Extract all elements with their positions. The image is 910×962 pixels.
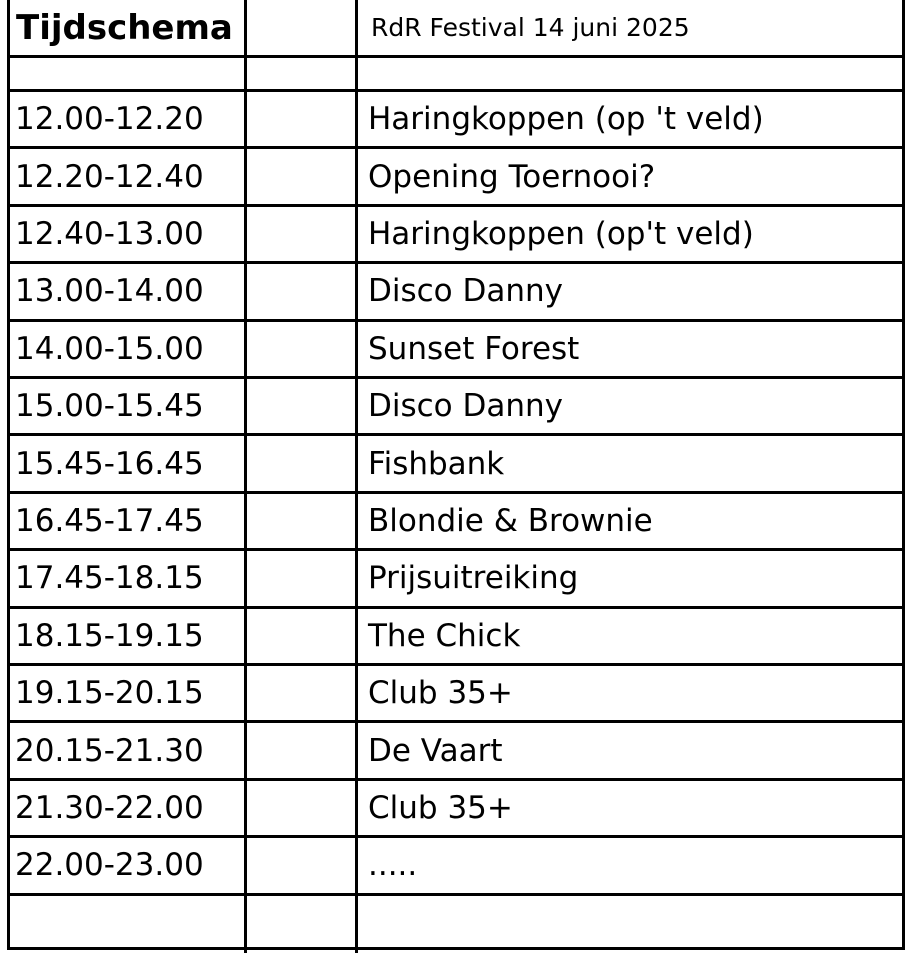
act-name: Club 35+	[368, 789, 513, 826]
time-slot: 13.00-14.00	[10, 264, 247, 318]
empty-cell	[358, 58, 902, 89]
empty-cell	[247, 149, 358, 203]
act-name: The Chick	[368, 617, 521, 654]
empty-cell	[247, 723, 358, 777]
empty-cell	[10, 896, 247, 953]
empty-cell	[247, 207, 358, 261]
time-slot: 12.40-13.00	[10, 207, 247, 261]
time-slot: 22.00-23.00	[10, 838, 247, 892]
event-name: RdR Festival 14 juni 2025	[371, 13, 690, 42]
schedule-row	[10, 838, 902, 895]
act-name: Fishbank	[368, 445, 505, 482]
empty-cell	[247, 494, 358, 548]
empty-cell	[247, 379, 358, 433]
act-name: Haringkoppen (op 't veld)	[368, 101, 764, 138]
time-slot: 12.20-12.40	[10, 149, 247, 203]
time-slot: 15.00-15.45	[10, 379, 247, 433]
time-slot: 18.15-19.15	[10, 609, 247, 663]
schedule-row	[10, 551, 902, 608]
empty-cell	[247, 666, 358, 720]
empty-cell	[247, 92, 358, 146]
schedule-row	[10, 781, 902, 838]
time-slot: 16.45-17.45	[10, 494, 247, 548]
act-name: Disco Danny	[368, 273, 564, 310]
schedule-row	[10, 723, 902, 780]
empty-cell	[247, 436, 358, 490]
time-slot: 20.15-21.30	[10, 723, 247, 777]
schedule-table	[7, 0, 905, 950]
schedule-row	[10, 149, 902, 206]
empty-cell	[247, 0, 358, 55]
header-row	[10, 0, 902, 58]
time-slot: 17.45-18.15	[10, 551, 247, 605]
empty-cell	[10, 58, 247, 89]
schedule-row	[10, 207, 902, 264]
empty-cell	[247, 322, 358, 376]
empty-cell	[247, 609, 358, 663]
schedule-row	[10, 379, 902, 436]
act-name: Blondie & Brownie	[368, 502, 653, 539]
empty-cell	[247, 551, 358, 605]
empty-cell	[247, 781, 358, 835]
act-name: Haringkoppen (op't veld)	[368, 215, 754, 252]
empty-cell	[247, 838, 358, 892]
act-name: Disco Danny	[368, 388, 564, 425]
time-slot: 14.00-15.00	[10, 322, 247, 376]
empty-cell	[247, 58, 358, 89]
time-slot: 12.00-12.20	[10, 92, 247, 146]
act-name: Club 35+	[368, 675, 513, 712]
act-name: Opening Toernooi?	[368, 158, 656, 195]
time-slot: 21.30-22.00	[10, 781, 247, 835]
act-name: Prijsuitreiking	[368, 560, 579, 597]
empty-cell	[358, 896, 902, 953]
schedule-row	[10, 92, 902, 149]
empty-row	[10, 896, 902, 953]
schedule-row	[10, 264, 902, 321]
empty-cell	[247, 264, 358, 318]
time-slot: 15.45-16.45	[10, 436, 247, 490]
empty-cell	[247, 896, 358, 953]
schedule-row	[10, 322, 902, 379]
schedule-row	[10, 666, 902, 723]
time-slot: 19.15-20.15	[10, 666, 247, 720]
act-name: Sunset Forest	[368, 330, 580, 367]
act-name: .....	[368, 847, 418, 884]
act-name: De Vaart	[368, 732, 503, 769]
schedule-title: Tijdschema	[10, 0, 247, 55]
schedule-row	[10, 436, 902, 493]
schedule-row	[10, 494, 902, 551]
schedule-row	[10, 609, 902, 666]
spacer-row	[10, 58, 902, 92]
